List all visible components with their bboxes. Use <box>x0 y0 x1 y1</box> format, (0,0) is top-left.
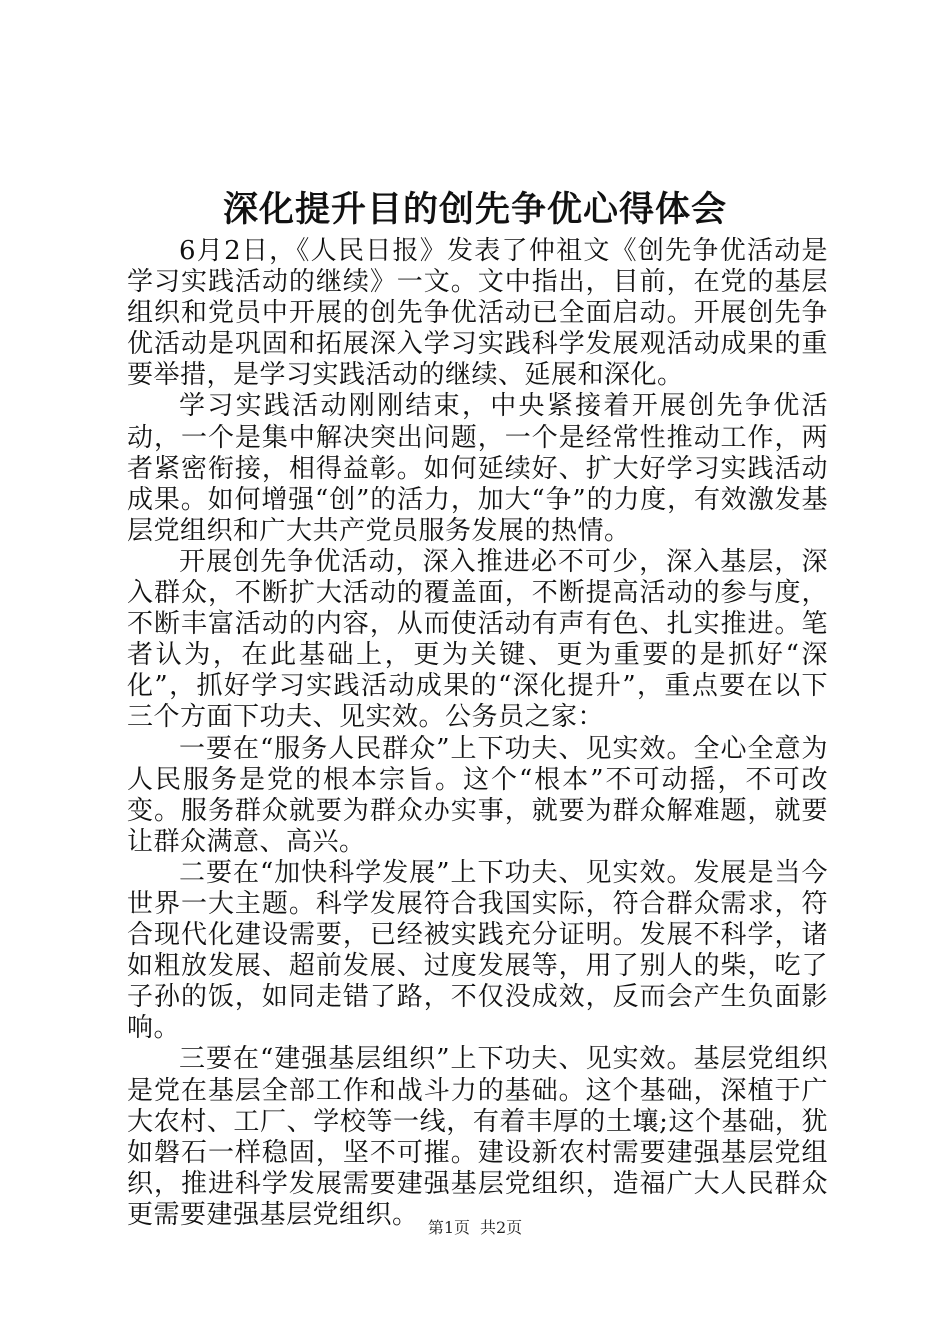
document-body <box>127 236 828 1231</box>
paragraph-2: 学习实践活动刚刚结束，中央紧接着开展创先争优活动，一个是集中解决突出问题，一个是经常性推动工作，两者紧密衔接，相得益彰。如何延续好、扩大好学习实践活动成果。如何增强“创”的活力，加大“争”的力度，有效激发基层党组织和广大共产党员服务发展的热情。 <box>127 391 828 546</box>
paragraph-3: 开展创先争优活动，深入推进必不可少，深入基层，深入群众，不断扩大活动的覆盖面，不断提高活动的参与度，不断丰富活动的内容，从而使活动有声有色、扎实推进。笔者认为，在此基础上，更为关键、更为重要的是抓好“深化”，抓好学习实践活动成果的“深化提升”，重点要在以下三个方面下功夫、见实效。公务员之家： <box>127 546 828 733</box>
paragraph-6: 三要在“建强基层组织”上下功夫、见实效。基层党组织是党在基层全部工作和战斗力的基础。这个基础，深植于广大农村、工厂、学校等一线，有着丰厚的土壤;这个基础，犹如磐石一样稳固，坚不可摧。建设新农村需要建强基层党组织，推进科学发展需要建强基层党组织，造福广大人民群众更需要建强基层党组织。 <box>127 1044 828 1230</box>
page-number-current: 第1页 <box>427 1218 470 1237</box>
paragraph-1: 6月2日，《人民日报》发表了仲祖文《创先争优活动是学习实践活动的继续》一文。文中指出，目前，在党的基层组织和党员中开展的创先争优活动已全面启动。开展创先争优活动是巩固和拓展深入学习实践科学发展观活动成果的重要举措，是学习实践活动的继续、延展和深化。 <box>127 236 828 391</box>
paragraph-5: 二要在“加快科学发展”上下功夫、见实效。发展是当今世界一大主题。科学发展符合我国实际，符合群众需求，符合现代化建设需要，已经被实践充分证明。发展不科学，诸如粗放发展、超前发展、过度发展等，用了别人的柴，吃了子孙的饭，如同走错了路，不仅没成效，反而会产生负面影响。 <box>127 857 828 1044</box>
page-number-total: 共2页 <box>480 1218 523 1237</box>
page-footer <box>0 1218 950 1238</box>
document-title: 深化提升目的创先争优心得体会 <box>222 189 727 230</box>
paragraph-4: 一要在“服务人民群众”上下功夫、见实效。全心全意为人民服务是党的根本宗旨。这个“根本”不可动摇，不可改变。服务群众就要为群众办实事，就要为群众解难题，就要让群众满意、高兴。 <box>127 733 828 857</box>
